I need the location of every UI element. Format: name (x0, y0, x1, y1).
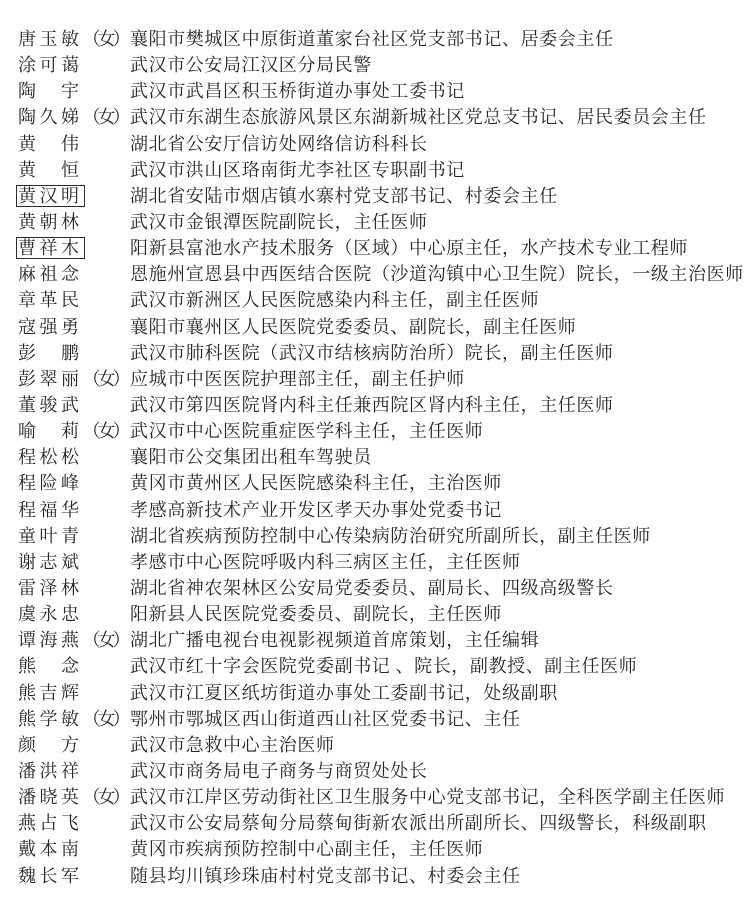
list-item (18, 627, 755, 653)
name-cell (18, 736, 130, 754)
female-marker: （女） (82, 630, 128, 651)
female-marker: （女） (82, 107, 128, 128)
name-cell (18, 657, 130, 675)
list-item (18, 784, 755, 810)
name-cell (18, 56, 130, 74)
name-list (18, 26, 755, 889)
list-item (18, 418, 755, 444)
person-title: 湖北省安陆市烟店镇水寨村党支部书记、村委会主任 (130, 185, 558, 206)
name-cell (18, 291, 130, 309)
female-marker: （女） (82, 787, 128, 808)
name-cell (18, 762, 130, 780)
person-name: 童叶青 (18, 525, 83, 546)
name-cell (18, 187, 130, 205)
list-item (18, 497, 755, 523)
person-name: 唐玉敏 (18, 29, 83, 50)
list-item (18, 366, 755, 392)
list-item (18, 52, 755, 78)
name-cell (18, 30, 130, 48)
person-title: 襄阳市公交集团出租车驾驶员 (130, 447, 372, 468)
person-title: 湖北省疾病预防控制中心传染病防治研究所副所长，副主任医师 (130, 525, 651, 546)
list-item (18, 653, 755, 679)
person-name: 潘洪祥 (18, 761, 83, 781)
name-cell (18, 344, 130, 362)
person-title: 随县均川镇珍珠庙村村党支部书记、村委会主任 (130, 865, 521, 886)
name-cell (18, 710, 130, 728)
person-name: 黄朝林 (18, 212, 83, 233)
person-title: 湖北广播电视台电视影视频道首席策划，主任编辑 (130, 630, 540, 651)
person-name: 程福华 (18, 499, 83, 520)
name-cell (18, 579, 130, 597)
female-marker: （女） (82, 708, 128, 729)
person-name: 麻祖念 (18, 264, 83, 285)
list-item (18, 810, 755, 836)
person-name: 戴本南 (18, 839, 83, 860)
person-title: 武汉市洪山区珞南街尤李社区专职副书记 (130, 159, 465, 180)
person-name: 彭翠丽 (18, 368, 83, 389)
person-title: 武汉市中心医院重症医学科主任，主任医师 (130, 421, 484, 442)
name-cell (18, 239, 130, 257)
person-name: 熊学敏 (18, 708, 83, 729)
person-name: 熊 念 (18, 656, 83, 677)
name-cell (18, 370, 130, 388)
list-item (18, 104, 755, 130)
name-cell (18, 161, 130, 179)
person-name: 熊吉辉 (18, 682, 83, 703)
list-item (18, 706, 755, 732)
person-name: 程险峰 (18, 473, 83, 494)
name-cell (18, 814, 130, 832)
person-name: 董骏武 (18, 395, 83, 416)
female-marker: （女） (82, 368, 128, 389)
person-name: 颜 方 (18, 734, 83, 755)
list-item (18, 261, 755, 287)
name-cell (18, 135, 130, 153)
person-title: 阳新县富池水产技术服务（区域）中心原主任，水产技术专业工程师 (130, 238, 688, 259)
list-item (18, 470, 755, 496)
list-item (18, 523, 755, 549)
person-name: 谢志斌 (18, 551, 83, 572)
person-title: 武汉市江岸区劳动街社区卫生服务中心党支部书记，全科医学副主任医师 (130, 787, 726, 808)
person-name: 魏长军 (18, 865, 83, 886)
person-title: 鄂州市鄂城区西山街道西山社区党委书记、主任 (130, 708, 521, 729)
person-name: 寇强勇 (18, 316, 83, 337)
person-title: 武汉市江夏区纸坊街道办事处工委副书记，处级副职 (130, 682, 558, 703)
list-item (18, 26, 755, 52)
list-item (18, 209, 755, 235)
name-cell (18, 840, 130, 858)
name-cell (18, 108, 130, 126)
list-item (18, 235, 755, 261)
person-name-boxed: 黄汉明 (18, 185, 83, 206)
person-name: 陶 宇 (18, 81, 83, 102)
person-name: 潘晓英 (18, 787, 83, 808)
person-name: 黄 伟 (18, 133, 83, 154)
name-cell (18, 553, 130, 571)
person-title: 武汉市商务局电子商务与商贸处处长 (130, 761, 428, 781)
person-title: 恩施州宣恩县中西医结合医院（沙道沟镇中心卫生院）院长，一级主治医师 (130, 264, 744, 285)
list-item (18, 444, 755, 470)
list-item (18, 157, 755, 183)
list-item (18, 131, 755, 157)
person-title: 孝感高新技术产业开发区孝天办事处党委书记 (130, 499, 502, 520)
person-title: 黄冈市疾病预防控制中心副主任，主任医师 (130, 839, 484, 860)
list-item (18, 392, 755, 418)
person-title: 武汉市肺科医院（武汉市结核病防治所）院长，副主任医师 (130, 342, 614, 363)
person-name: 燕占飞 (18, 813, 83, 834)
female-marker: （女） (82, 421, 128, 442)
name-cell (18, 501, 130, 519)
person-title: 湖北省神农架林区公安局党委委员、副局长、四级高级警长 (130, 578, 614, 599)
name-cell (18, 213, 130, 231)
list-item (18, 680, 755, 706)
person-title: 襄阳市襄州区人民医院党委委员、副院长，副主任医师 (130, 316, 577, 337)
person-title: 武汉市公安局蔡甸分局蔡甸街新农派出所副所长、四级警长，科级副职 (130, 813, 707, 834)
person-name: 章革民 (18, 290, 83, 311)
person-title: 应城市中医医院护理部主任，副主任护师 (130, 368, 465, 389)
female-marker: （女） (82, 29, 128, 50)
person-name-boxed: 曹祥木 (18, 238, 83, 259)
person-name: 程松松 (18, 447, 83, 468)
person-title: 武汉市急救中心主治医师 (130, 734, 335, 755)
name-cell (18, 318, 130, 336)
list-item (18, 601, 755, 627)
name-cell (18, 788, 130, 806)
name-cell (18, 867, 130, 885)
person-title: 武汉市第四医院肾内科主任兼西院区肾内科主任，主任医师 (130, 395, 614, 416)
name-cell (18, 605, 130, 623)
list-item (18, 78, 755, 104)
name-cell (18, 265, 130, 283)
person-title: 武汉市红十字会医院党委副书记 、院长，副教授、副主任医师 (130, 656, 638, 677)
list-item (18, 732, 755, 758)
list-item (18, 575, 755, 601)
name-cell (18, 422, 130, 440)
name-cell (18, 448, 130, 466)
list-item (18, 287, 755, 313)
person-name: 喻 莉 (18, 421, 83, 442)
person-title: 阳新县人民医院党委委员、副院长，主任医师 (130, 604, 502, 625)
person-title: 武汉市公安局江汉区分局民警 (130, 55, 372, 76)
list-item (18, 863, 755, 889)
list-item (18, 549, 755, 575)
name-cell (18, 631, 130, 649)
list-item (18, 758, 755, 784)
person-name: 雷泽林 (18, 578, 83, 599)
person-name: 谭海燕 (18, 630, 83, 651)
person-name: 彭 鹏 (18, 342, 83, 363)
person-title: 武汉市金银潭医院副院长，主任医师 (130, 212, 428, 233)
person-title: 武汉市新洲区人民医院感染内科主任，副主任医师 (130, 290, 540, 311)
person-title: 孝感市中心医院呼吸内科三病区主任，主任医师 (130, 551, 521, 572)
list-item (18, 340, 755, 366)
person-title: 湖北省公安厅信访处网络信访科科长 (130, 133, 428, 154)
person-name: 陶久娣 (18, 107, 83, 128)
person-title: 武汉市东湖生态旅游风景区东湖新城社区党总支书记、居民委员会主任 (130, 107, 707, 128)
name-cell (18, 82, 130, 100)
person-name: 黄 恒 (18, 159, 83, 180)
name-cell (18, 474, 130, 492)
list-item (18, 183, 755, 209)
list-item (18, 836, 755, 862)
name-cell (18, 396, 130, 414)
person-title: 襄阳市樊城区中原街道董家台社区党支部书记、居委会主任 (130, 29, 614, 50)
name-cell (18, 527, 130, 545)
person-title: 武汉市武昌区积玉桥街道办事处工委书记 (130, 81, 465, 102)
person-name: 涂可蔼 (18, 55, 83, 76)
list-item (18, 314, 755, 340)
person-name: 虞永忠 (18, 604, 83, 625)
person-title: 黄冈市黄州区人民医院感染科主任，主治医师 (130, 473, 502, 494)
name-cell (18, 684, 130, 702)
